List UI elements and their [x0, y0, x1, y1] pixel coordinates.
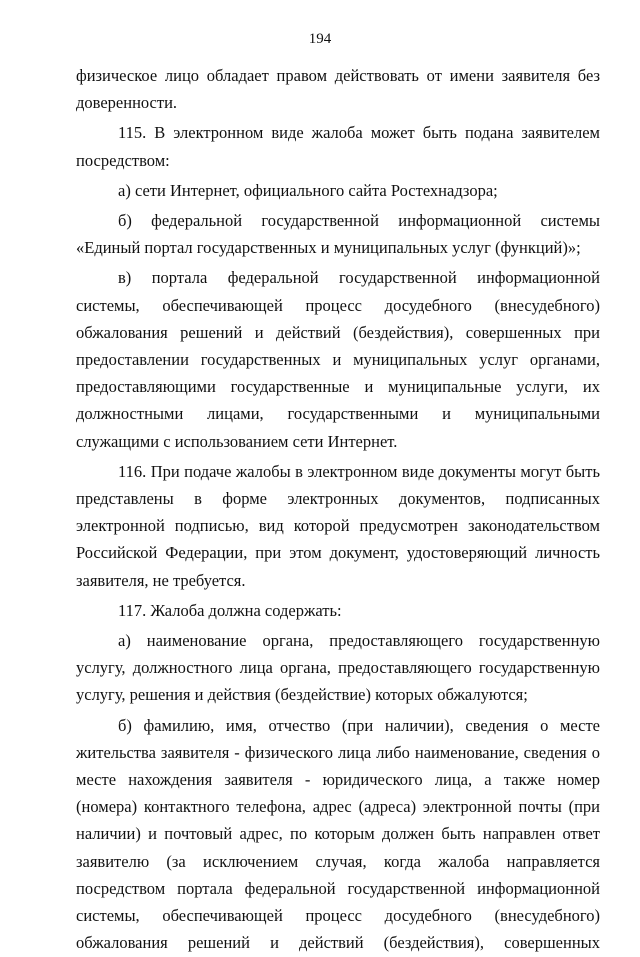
paragraph-117-a: а) наименование органа, предоставляющего государственную услугу, должностного лица органа, предоставляющего государственную услугу, решения и действия (бездействие) которых обжалуются; — [76, 631, 600, 705]
paragraph-continuation: физическое лицо обладает правом действовать от имени заявителя без доверенности. — [76, 66, 600, 113]
paragraph-115-a: а) сети Интернет, официального сайта Ростехнадзора; — [118, 180, 498, 200]
paragraph-115-b: б) федеральной государственной информационной системы «Единый портал государственных и муниципальных услуг (функций)»; — [76, 211, 600, 258]
paragraph-116: 116. При подаче жалобы в электронном виде документы могут быть представлены в форме электронных документов, подписанных электронной подписью, вид которой предусмотрен законодательством Российской Федерации, при этом документ, удостоверяющий личность заявителя, не требуется. — [76, 461, 600, 590]
paragraph-117-b: б) фамилию, имя, отчество (при наличии), сведения о месте жительства заявителя - физического лица либо наименование, сведения о месте нахождения заявителя - юридического лица, а также номер (номера) контактного телефона, адрес (адреса) электронной почты (при наличии) и почтовый адрес, по которым должен быть направлен ответ заявителю (за исключением случая, когда жалоба направляется посредством портала федеральной государственной информационной системы, обеспечивающей процесс досудебного (внесудебного) обжалования решений и действий (бездействия), совершенных — [76, 715, 600, 953]
paragraph-115-v: в) портала федеральной государственной информационной системы, обеспечивающей процесс досудебного (внесудебного) обжалования решений и действий (бездействия), совершенных при предоставлении государственных и муниципальных услуг органами, предоставляющими государственные и муниципальные услуги, их должностными лицами, государственными и муниципальными служащими с использованием сети Интернет. — [76, 268, 600, 451]
paragraph-117: 117. Жалоба должна содержать: — [118, 600, 342, 620]
page-number: 194 — [308, 31, 332, 47]
document-body — [76, 62, 600, 957]
paragraph-115: 115. В электронном виде жалоба может быть подана заявителем посредством: — [76, 123, 600, 170]
